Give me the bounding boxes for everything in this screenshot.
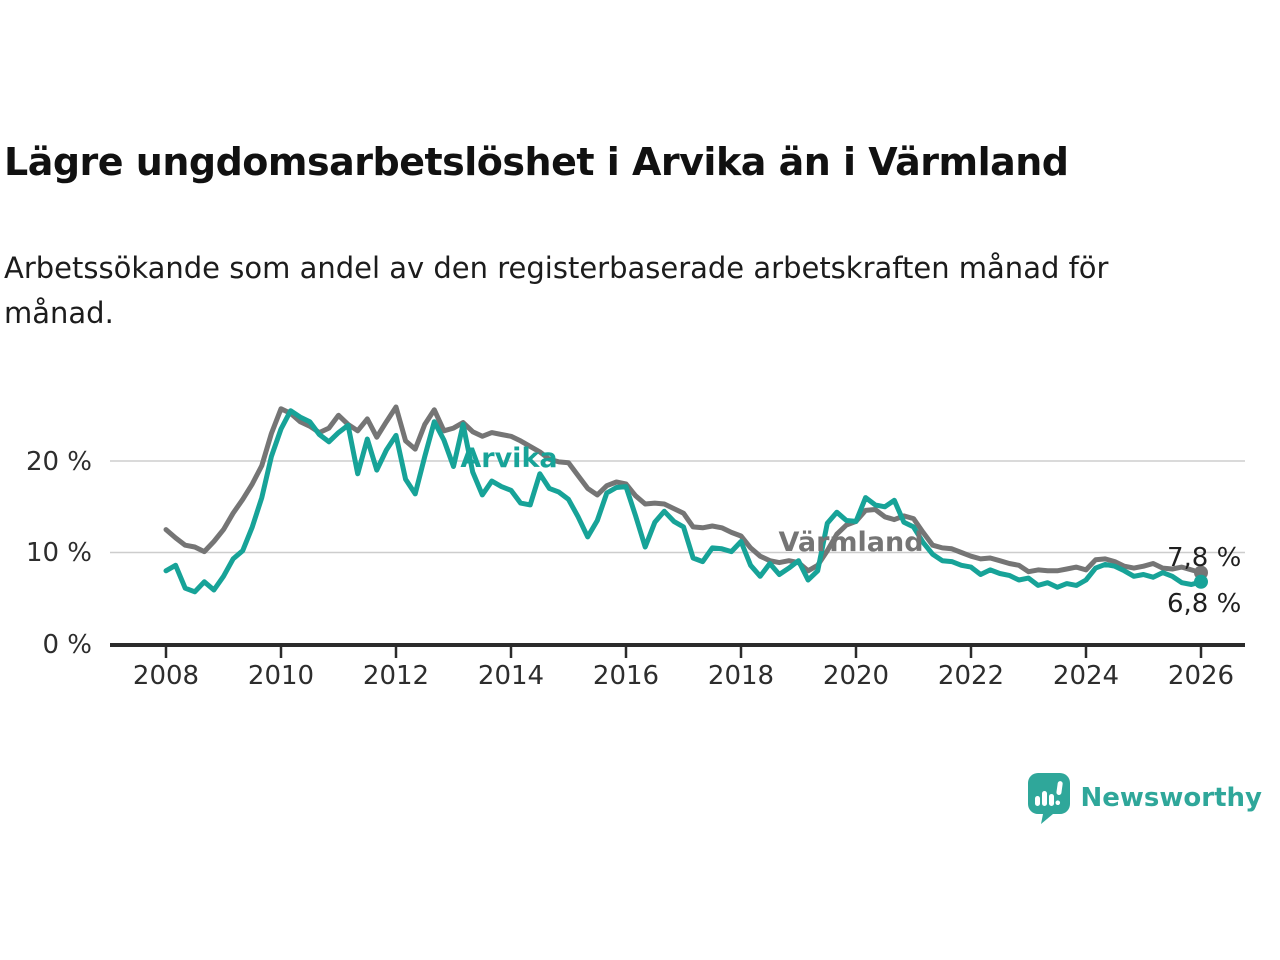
x-tick-label-2024: 2024 <box>1052 661 1120 691</box>
x-tick-label-2010: 2010 <box>247 661 315 691</box>
gridlines <box>110 461 1245 553</box>
x-tick-label-2014: 2014 <box>477 661 545 691</box>
newsworthy-wordmark: Newsworthy <box>1080 783 1262 813</box>
y-tick-label-20: 20 % <box>25 447 92 477</box>
y-tick-label-10: 10 % <box>25 538 92 568</box>
x-tick-label-2012: 2012 <box>362 661 430 691</box>
series-lines <box>166 407 1208 592</box>
end-value-label-varmland: 7,8 % <box>1167 543 1242 573</box>
x-tick-label-2016: 2016 <box>592 661 660 691</box>
y-tick-label-0: 0 % <box>42 630 92 660</box>
series-label-arvika: Arvika <box>460 443 558 474</box>
x-tick-label-2026: 2026 <box>1167 661 1235 691</box>
x-tick-label-2020: 2020 <box>822 661 890 691</box>
chart-title: Lägre ungdomsarbetslöshet i Arvika än i Värmland <box>4 140 1069 184</box>
newsworthy-logo <box>1027 772 1262 824</box>
series-end-dot-arvika <box>1194 575 1208 589</box>
x-tick-label-2018: 2018 <box>707 661 775 691</box>
x-tick-label-2022: 2022 <box>937 661 1005 691</box>
newsworthy-logo-icon <box>1027 772 1071 824</box>
end-value-label-arvika: 6,8 % <box>1167 589 1242 619</box>
series-line-arvika <box>166 411 1201 592</box>
chart-subtitle-line1: Arbetssökande som andel av den registerbaserade arbetskraften månad för <box>4 251 1109 285</box>
series-line-värmland <box>166 407 1201 573</box>
x-tick-label-2008: 2008 <box>132 661 200 691</box>
series-label-varmland: Värmland <box>778 527 924 558</box>
x-tick-labels <box>133 661 1234 691</box>
chart-subtitle-line2: månad. <box>4 296 114 330</box>
x-axis <box>110 645 1245 658</box>
